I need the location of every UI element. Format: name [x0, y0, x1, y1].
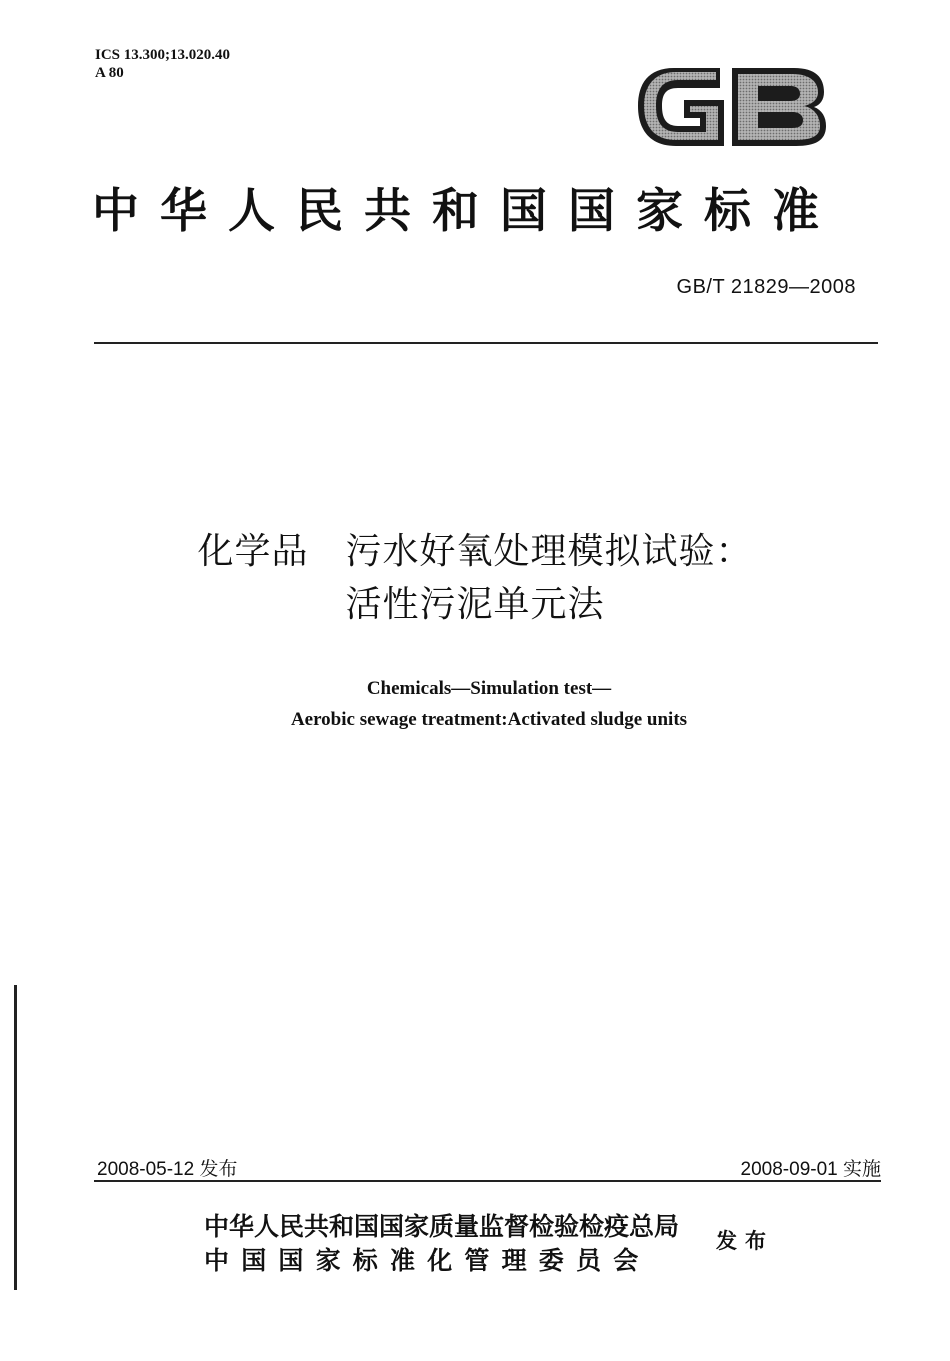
publish-date: 2008-05-12 发布	[97, 1159, 238, 1180]
standard-number: GB/T 21829—2008	[676, 276, 856, 298]
national-standard-heading: 中华人民共和国国家标准	[92, 184, 840, 239]
implementation-date: 2008-09-01 实施	[740, 1159, 881, 1180]
title-english-line-2: Aerobic sewage treatment:Activated sludge units	[290, 709, 688, 730]
title-chinese-line-1: 化学品 污水好氧处理模拟试验：	[197, 531, 753, 572]
scan-edge-mark	[14, 985, 17, 1290]
title-chinese-line-2: 活性污泥单元法	[345, 584, 605, 625]
title-english-line-1: Chemicals—Simulation test—	[366, 678, 612, 699]
issue-label: 发布	[716, 1228, 774, 1253]
title-english	[0, 673, 950, 735]
classification-codes	[95, 46, 230, 82]
top-divider	[94, 342, 878, 344]
title-chinese	[0, 528, 950, 629]
bottom-divider	[94, 1180, 881, 1182]
issuer-sac: 中国国家标准化管理委员会	[204, 1246, 651, 1275]
ccs-code: A 80	[95, 65, 124, 81]
issuing-authorities	[204, 1210, 679, 1278]
gb-logo	[634, 60, 830, 152]
ics-code: ICS 13.300;13.020.40	[95, 47, 231, 63]
issuer-aqsiq: 中华人民共和国国家质量监督检验检疫总局	[204, 1212, 680, 1241]
